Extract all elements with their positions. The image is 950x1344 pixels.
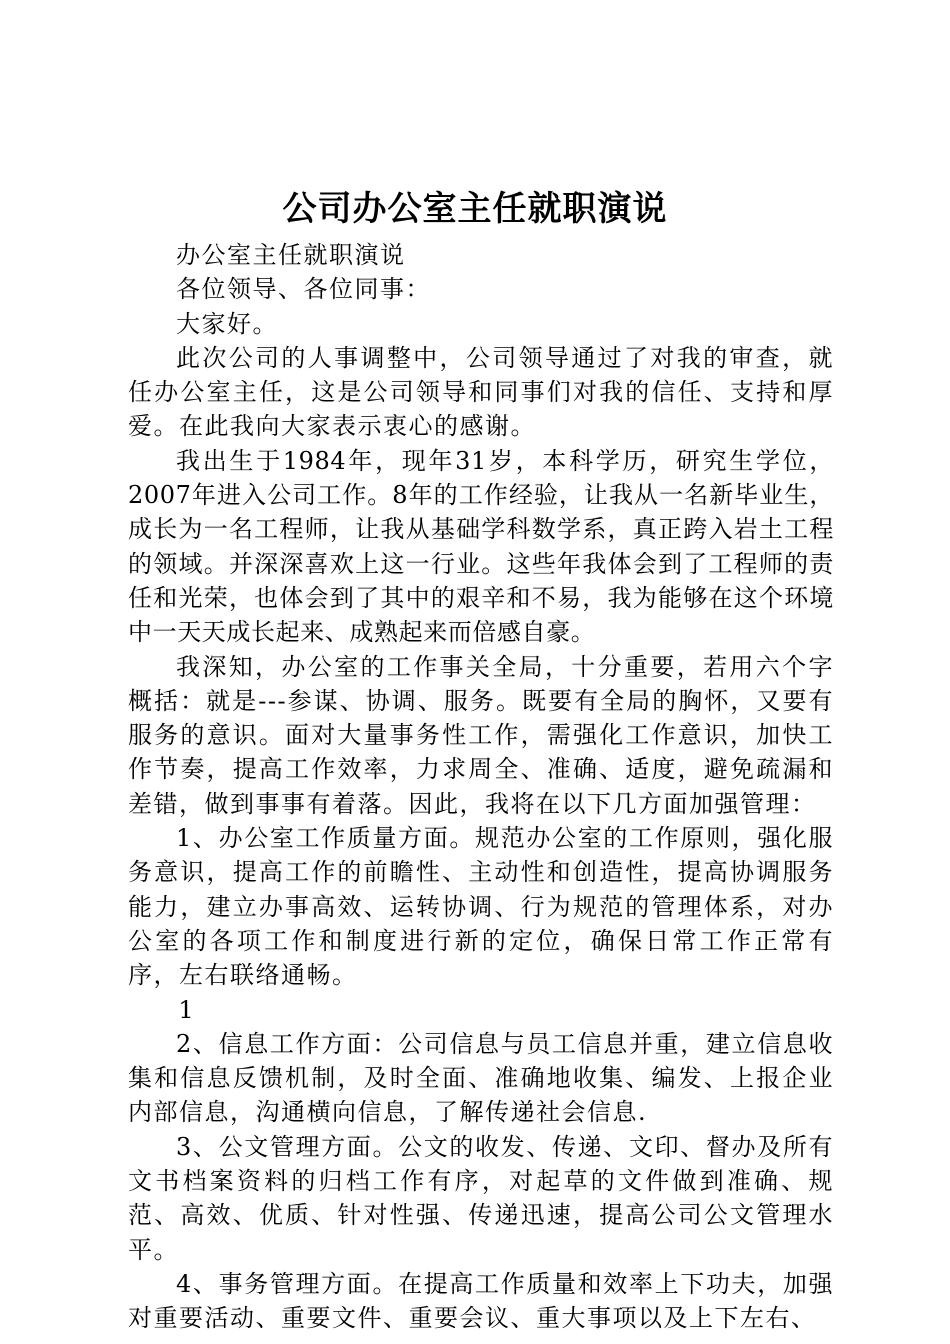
paragraph-item-3: 3、公文管理方面。公文的收发、传递、文印、督办及所有文书档案资料的归档工作有序，对起草的文件做到准确、规范、高效、优质、针对性强、传递迅速，提高公司公文管理水平。 [128,1132,834,1264]
paragraph-role-understanding: 我深知，办公室的工作事关全局，十分重要，若用六个字概括：就是---参谋、协调、服务。既要有全局的胸怀，又要有服务的意识。面对大量事务性工作，需强化工作意识，加快工作节奏，提高工作效率，力求周全、准确、适度，避免疏漏和差错，做到事事有着落。因此，我将在以下几方面加强管理： [128,652,834,818]
paragraph-salutation: 各位领导、各位同事： [176,275,431,304]
paragraph-background: 我出生于1984年，现年31岁，本科学历，研究生学位，2007年进入公司工作。8年的工作经验，让我从一名新毕业生，成长为一名工程师，让我从基础学科数学系，真正跨入岩土工程的领域。并深深喜欢上这一行业。这些年我体会到了工程师的责任和光荣，也体会到了其中的艰辛和不易，我为能够在这个环境中一天天成长起来、成熟起来而倍感自豪。 [128,446,834,647]
paragraph-intro: 此次公司的人事调整中，公司领导通过了对我的审查，就任办公室主任，这是公司领导和同事们对我的信任、支持和厚爱。在此我向大家表示衷心的感谢。 [128,343,834,441]
paragraph-item-2: 2、信息工作方面：公司信息与员工信息并重，建立信息收集和信息反馈机制，及时全面、准确地收集、编发、上报企业内部信息，沟通横向信息，了解传递社会信息. [128,1029,834,1127]
paragraph-item-1: 1、办公室工作质量方面。规范办公室的工作原则，强化服务意识，提高工作的前瞻性、主动性和创造性，提高协调服务能力，建立办事高效、运转协调、行为规范的管理体系，对办公室的各项工作和制度进行新的定位，确保日常工作正常有序，左右联络通畅。 [128,824,834,990]
page-number: 1 [178,995,196,1024]
paragraph-subtitle: 办公室主任就职演说 [176,241,406,269]
document-body [128,238,834,1336]
document-title: 公司办公室主任就职演说 [282,189,668,229]
paragraph-greeting: 大家好。 [176,309,278,338]
paragraph-item-4: 4、事务管理方面。在提高工作质量和效率上下功夫，加强对重要活动、重要文件、重要会议、重大事项以及上下左右、 [128,1269,834,1333]
